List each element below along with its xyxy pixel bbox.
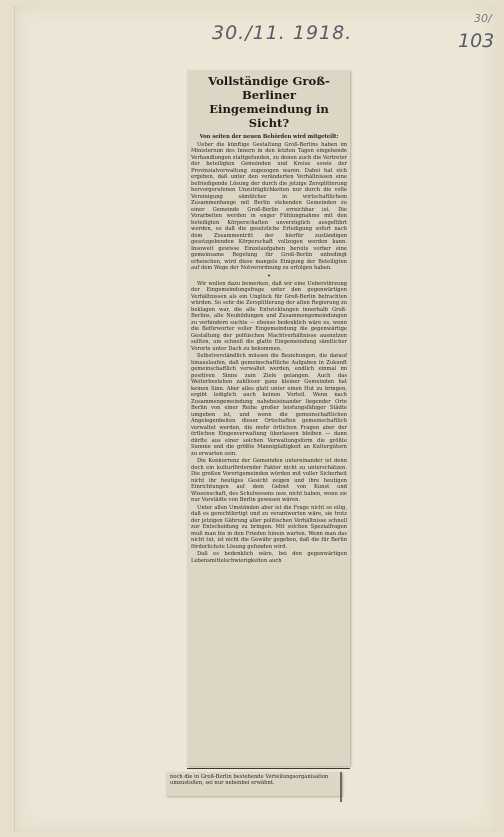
article-paragraph: Daß es bedenklich wäre, bei den gegenwärtigen Lebensmittelschwierigkeiten auch <box>191 551 347 564</box>
article-paragraph: Unter allen Umständen aber ist die Frage nicht so eilig, daß es gerechtfertigt und zu verantworten wäre, sie trotz der jetzigen Gährung aller politischen Verhältnisse schnell zur Entscheidung zu bringen. Mit solchen Spezialfragen muß man bis in den Frieden hinein warten. Wenn man das nicht tut, ist nicht die Gewähr gegeben, daß die für Berlin förderlichste Lösung gefunden wird. <box>191 504 347 550</box>
article-lead: Von seiten der neuen Behörden wird mitgeteilt: <box>199 134 339 140</box>
article-paragraph: Wir wollen dazu bemerken, daß wir eine Ueberstürzung der Eingemeindungsfrage unter den gegenwärtigen Verhältnissen als ein Unglück für Groß-Berlin betrachten würden. So sehr die Zersplitterung der alten Regierung zu beklagen war, die alle Entwicklungen innerhalb Groß-Berlins, alle Neubildungen und Zusammengemeindungen zu verhindern suchte — ebenso bedenklich wäre es, wenn die Befürworter voller Eingemeindung die gegenwärtige Gestaltung der politischen Machtverhältnisse ausnutzen sollten, um schnell die glatte Eingemeindung sämtlicher Vororte unter Dach zu bekommen. <box>191 280 347 352</box>
paragraph-separator: • <box>267 272 271 280</box>
newspaper-clipping <box>187 70 350 766</box>
newspaper-clipping-continuation <box>166 772 342 796</box>
article-title: Vollständige Groß-Berliner Eingemeindung in Sicht? <box>208 74 330 130</box>
handwritten-folio-small: 30/ <box>474 12 492 25</box>
handwritten-folio-number: 103 <box>458 30 495 52</box>
clipping-divider <box>187 768 350 769</box>
article-paragraph: Ueber die künftige Gestaltung Groß-Berlins haben im Ministerium des Innern in den letzten Tagen eingehende Verhandlungen stattgefunden, zu denen auch die Vertreter der beteiligten Gemeinden und Kreise sowie der Provinzialverwaltung zugezogen waren. Dabei hat sich ergeben, daß unter den veränderten Verhältnissen eine befriedigende Lösung der durch die jetzige Zersplitterung hervorgerufenen Unzuträglichkeiten nur durch die volle Vereinigung sämtlicher in wirtschaftlichem Zusammenhange mit Berlin stehenden Gemeinden zu einer Gemeinde Groß-Berlin erreichbar ist. Die Vorarbeiten werden in enger Fühlungnahme mit den beteiligten Körperschaften unverzüglich ausgeführt werden, so daß die gesetzliche Erledigung sofort nach dem Zusammentritt der hierfür zuständigen gesetzgebenden Körperschaft vollzogen werden kann. Insoweit gewisse Einzelaufgaben bereits vorher eine gemeinsame Regelung für Groß-Berlin unbedingt erheischen, wird diese mangels Einigung der Beteiligten auf dem Wege der Notverordnung zu erfolgen haben. <box>191 141 347 271</box>
clipping-edge-mark <box>340 772 342 802</box>
article-paragraph: Selbstverständlich müssen die Beziehungen, die darauf hinauslaufen, daß gemeinschaftliche Aufgaben in Zukunft gemeinschaftlich verwaltet werden, endlich einmal im positiven Sinne zum Ziele gelangen. Auch das Weiterbestehen zahlloser ganz kleiner Gemeinden hat keinen Sinn. Aber alles glatt unter einen Hut zu bringen, ergibt lediglich auch keinen Vorteil. Wenn nach Zusammengemeindung nahebeieinander liegender Orte Berlin von einer Reihe großer leistungsfähiger Städte umgeben ist, und wenn die gemeinschaftlichen Angelegenheiten dieser Ortschaften gemeinschaftlich verwaltet werden, die mehr örtlichen Fragen aber der örtlichen Eingenverwaltung überlassen bleiben — dann dürfte aus einer solchen Verwaltungsform die größte Summe und die größte Mannigfaltigkeit an Kulturgütern zu erwarten sein. <box>191 353 347 457</box>
handwritten-date: 30./11. 1918. <box>212 22 353 44</box>
article-continuation: noch die in Groß-Berlin bestehende Verteilungsorganisation umzustoßen, sei nur nebenbei erwähnt. <box>170 774 329 787</box>
article-paragraph: Die Konkurrenz der Gemeinden untereinander ist denn doch ein kulturfördernder Faktor nicht zu unterschätzen. Die großen Vorortgemeinden würden mit voller Sicherheit nicht ihr heutiges Gesicht zeigen und ihre heutigen Einrichtungen auf dem Gebiet von Kunst und Wissenschaft, des Schulwesens usw. nicht haben, wenn sie nur Vorstädte von Berlin gewesen wären. <box>191 458 347 503</box>
